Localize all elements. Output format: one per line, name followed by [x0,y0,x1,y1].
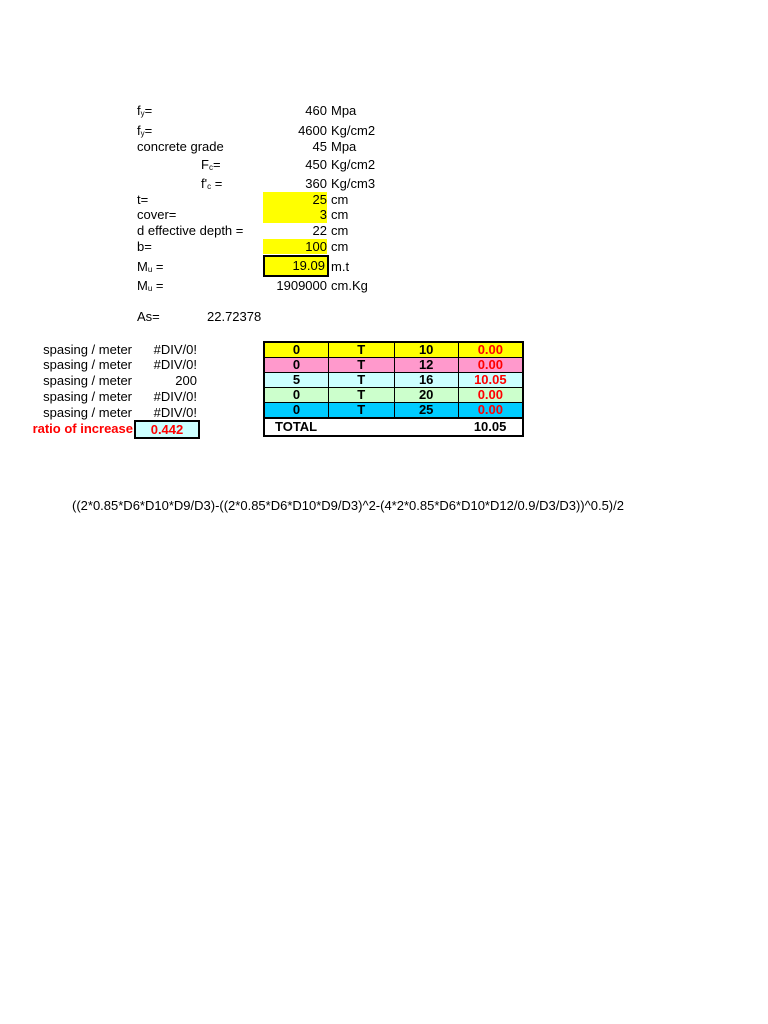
depth-value[interactable]: 22 [312,223,327,238]
bar-row [264,358,523,373]
spacing-label: spasing / meter [43,342,132,357]
spacing-value[interactable]: 200 [175,373,197,388]
fc-label: $F_c=$ [201,157,221,172]
bar-count[interactable]: 0 [264,358,328,373]
bar-area[interactable]: 0.00 [458,342,523,358]
total-label: TOTAL [264,418,458,436]
total-row [264,418,523,436]
fy-kg-unit: Kg/cm2 [331,123,376,138]
spacing-label: spasing / meter [43,357,132,372]
cover-label: cover= [137,207,177,222]
b-unit: cm [331,239,349,254]
depth-unit: cm [331,223,349,238]
spacing-value[interactable]: #DIV/0! [153,389,197,404]
spacing-value[interactable]: #DIV/0! [153,357,197,372]
mu-mt-unit: m.t [331,259,350,274]
mu-cmkg-label: $M_u$ = [137,278,164,293]
spacing-label: spasing / meter [43,405,132,420]
spacing-label: spasing / meter [43,373,132,388]
t-label: t= [137,192,149,207]
concrete-grade-value[interactable]: 45 [312,139,327,154]
bar-area[interactable]: 10.05 [458,373,523,388]
fpc-unit: Kg/cm3 [331,176,376,191]
cover-value[interactable]: 3 [319,207,327,222]
fy-mpa-value[interactable]: 460 [305,103,327,118]
bar-type[interactable]: T [328,373,394,388]
fpc-value[interactable]: 360 [305,176,327,191]
bar-count[interactable]: 0 [264,388,328,403]
bar-area[interactable]: 0.00 [458,358,523,373]
concrete-grade-unit: Mpa [331,139,357,154]
bar-row [264,388,523,403]
spacing-value[interactable]: #DIV/0! [153,405,197,420]
as-label: As= [137,309,160,324]
mu-cmkg-unit: cm.Kg [331,278,368,293]
fy-kg-value[interactable]: 4600 [298,123,327,138]
bar-diameter[interactable]: 25 [394,403,458,419]
bar-type[interactable]: T [328,403,394,419]
ratio-label: ratio of increase [32,421,133,436]
bar-diameter[interactable]: 20 [394,388,458,403]
bar-diameter[interactable]: 12 [394,358,458,373]
fpc-label: $f'_c$ = [201,176,223,191]
bar-row [264,403,523,419]
fc-value[interactable]: 450 [305,157,327,172]
bar-count[interactable]: 0 [264,342,328,358]
mu-mt-label: $M_u$ = [137,259,164,274]
fy-mpa-unit: Mpa [331,103,357,118]
bar-diameter[interactable]: 10 [394,342,458,358]
bar-type[interactable]: T [328,358,394,373]
mu-mt-value[interactable]: 19.09 [263,255,329,277]
spacing-value[interactable]: #DIV/0! [153,342,197,357]
reinforcement-table [263,341,524,437]
cover-unit: cm [331,207,349,222]
bar-row [264,373,523,388]
mu-cmkg-value[interactable]: 1909000 [276,278,327,293]
concrete-grade-label: concrete grade [137,139,224,154]
bar-type[interactable]: T [328,388,394,403]
bar-count[interactable]: 0 [264,403,328,419]
depth-label: d effective depth = [137,223,244,238]
t-unit: cm [331,192,349,207]
bar-area[interactable]: 0.00 [458,388,523,403]
fc-unit: Kg/cm2 [331,157,376,172]
fy-mpa-label: $f_y=$ [137,103,153,118]
ratio-value[interactable]: 0.442 [134,420,200,439]
t-value[interactable]: 25 [312,192,327,207]
bar-diameter[interactable]: 16 [394,373,458,388]
bar-type[interactable]: T [328,342,394,358]
bar-area[interactable]: 0.00 [458,403,523,419]
spacing-label: spasing / meter [43,389,132,404]
total-value[interactable]: 10.05 [458,418,523,436]
b-value[interactable]: 100 [263,239,327,254]
bar-row [264,342,523,358]
bar-count[interactable]: 5 [264,373,328,388]
fy-kg-label: $f_y=$ [137,123,153,138]
as-value[interactable]: 22.72378 [207,309,262,324]
b-label: b= [137,239,152,254]
formula-text: ((2*0.85*D6*D10*D9/D3)-((2*0.85*D6*D10*D9/D3)^2-(4*2*0.85*D6*D10*D12/0.9/D3/D3))^0.5)/2 [72,498,624,513]
